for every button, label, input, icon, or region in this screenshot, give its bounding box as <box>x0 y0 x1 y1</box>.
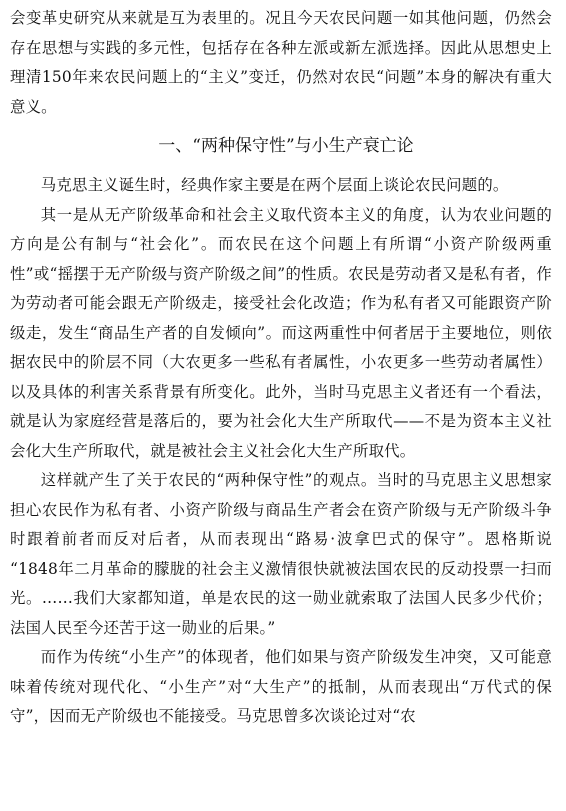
paragraph-intro-continuation: 会变革史研究从来就是互为表里的。况且今天农民问题一如其他问题，仍然会存在思想与实践的多元性，包括存在各种左派或新左派选择。因此从思想史上理清150年来农民问题上的“主义”变迁，仍然对农民“问题”本身的解决有重大意义。 <box>10 9 552 116</box>
paragraph-2: 其一是从无产阶级革命和社会主义取代资本主义的角度，认为农业问题的方向是公有制与“社会化”。而农民在这个问题上有所谓“小资产阶级两重性”或“摇摆于无产阶级与资产阶级之间”的性质。农民是劳动者又是私有者，作为劳动者可能会跟无产阶级走，接受社会化改造；作为私有者又可能跟资产阶级走，发生“商品生产者的自发倾向”。而这两重性中何者居于主要地位，则依据农民中的阶层不同（大农更多一些私有者属性，小农更多一些劳动者属性）以及具体的利害关系背景有所变化。此外，当时马克思主义者还有一个看法，就是认为家庭经营是落后的，要为社会化大生产所取代——不是为资本主义社会化大生产所取代，就是被社会主义社会化大生产所取代。 <box>10 205 552 460</box>
paragraph-1: 马克思主义诞生时，经典作家主要是在两个层面上谈论农民问题的。 <box>40 176 509 194</box>
paragraph-4: 而作为传统“小生产”的体现者，他们如果与资产阶级发生冲突，又可能意味着传统对现代化、“小生产”对“大生产”的抵制，从而表现出“万代式的保守”，因而无产阶级也不能接受。马克思曾多次谈论过对“农 <box>10 648 552 725</box>
paragraph-3: 这样就产生了关于农民的“两种保守性”的观点。当时的马克思主义思想家担心农民作为私有者、小资产阶级与商品生产者会在资产阶级与无产阶级斗争时跟着前者而反对后者，从而表现出“路易·波拿巴式的保守”。恩格斯说 “1848年二月革命的朦胧的社会主义激情很快就被法国农民的反动投票一扫而光。……我们大家都知道，单是农民的这一勋业就索取了法国人民多少代价；法国人民至今还苦于这一勋业的后果。” <box>10 471 552 637</box>
section-heading: 一、“两种保守性”与小生产衰亡论 <box>158 136 414 156</box>
